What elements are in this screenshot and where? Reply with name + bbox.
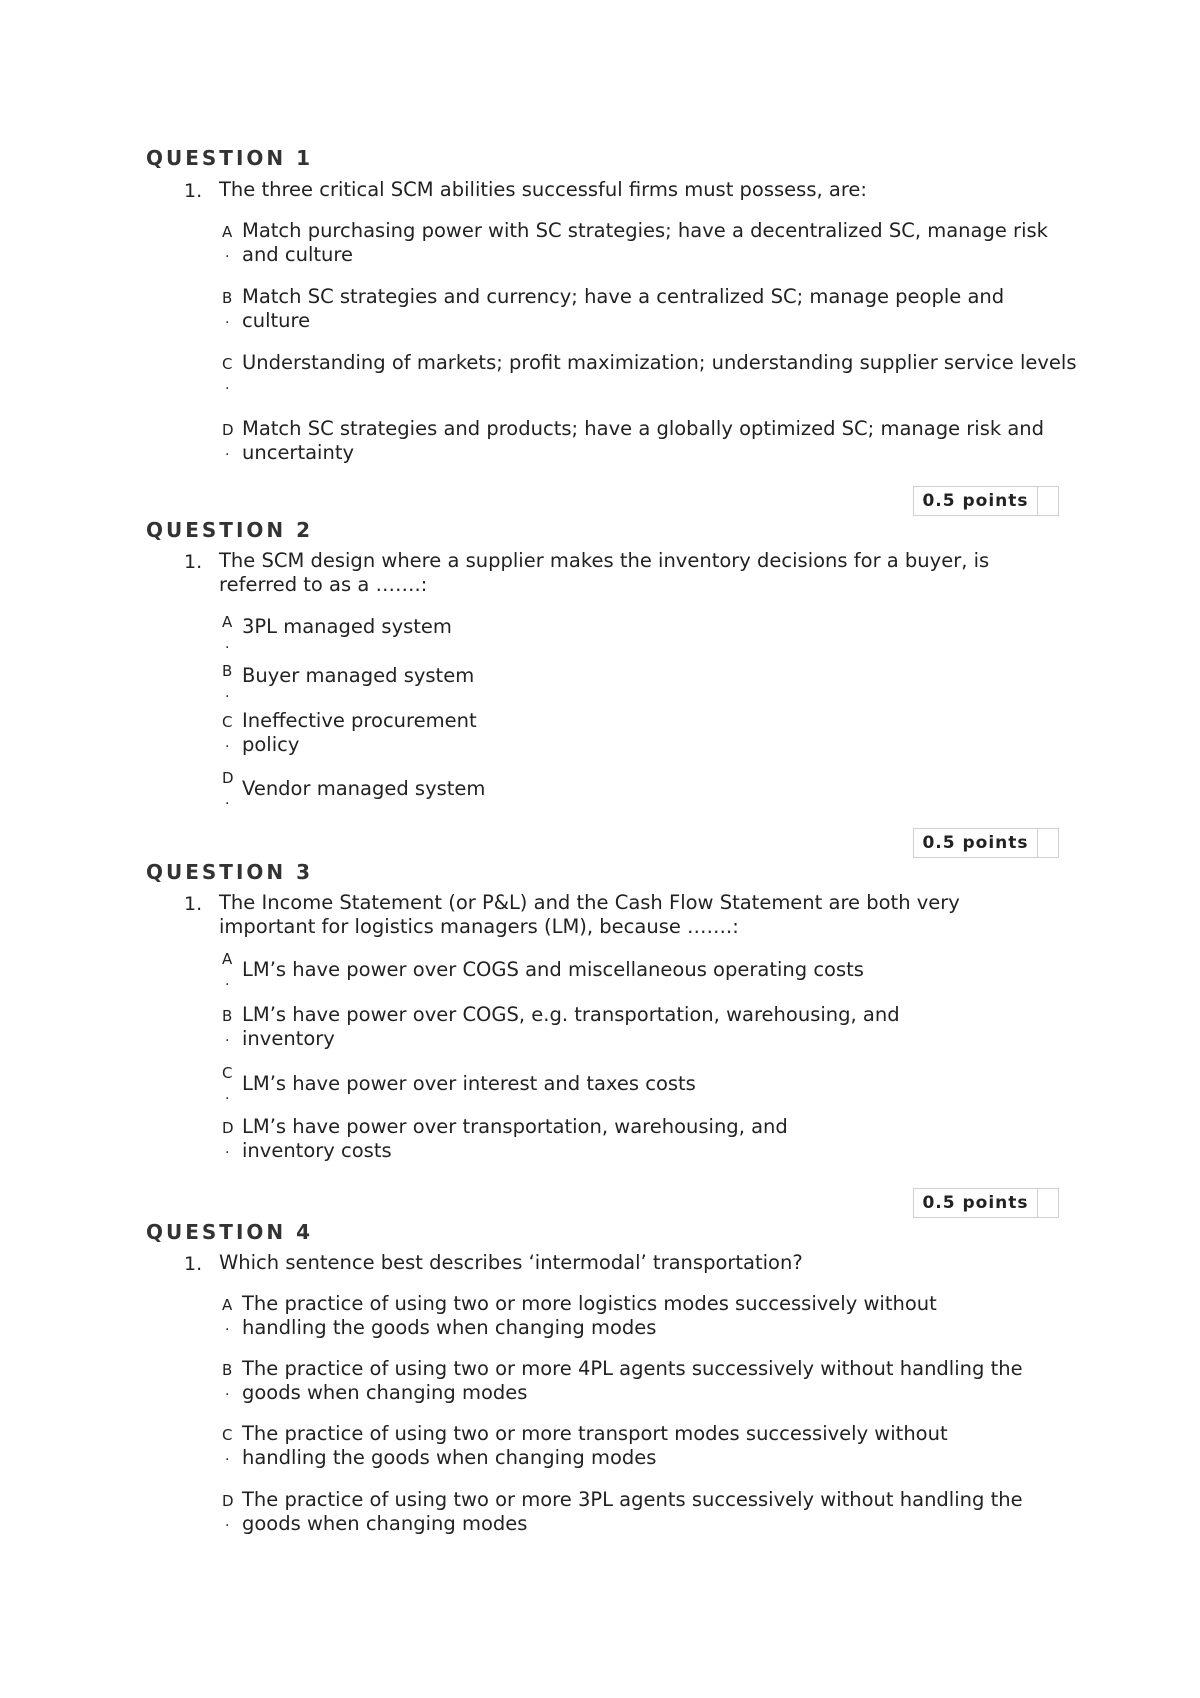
option-dot: . xyxy=(225,1514,230,1530)
points-box xyxy=(913,828,1059,858)
question-number: 1. xyxy=(184,1253,203,1275)
option-text: The practice of using two or more logistics modes successively without handling the goods when changing modes xyxy=(242,1292,937,1339)
question-title: QUESTION 3 xyxy=(146,860,314,884)
option-letter: B xyxy=(222,662,233,680)
points-score-cell xyxy=(1040,832,1058,854)
question-title: QUESTION 2 xyxy=(146,518,314,542)
option-dot: . xyxy=(225,245,230,261)
option-dot: . xyxy=(225,1087,230,1103)
option-text: Vendor managed system xyxy=(242,777,486,800)
option-letter: A xyxy=(222,1296,233,1314)
option-letter: A xyxy=(222,613,233,631)
points-box xyxy=(913,1188,1059,1218)
question-number: 1. xyxy=(184,180,203,202)
option-text: Ineffective procurement policy xyxy=(242,709,477,756)
points-label: 0.5 points xyxy=(914,1189,1038,1217)
points-label: 0.5 points xyxy=(914,487,1038,515)
option-letter: A xyxy=(222,950,233,968)
option-letter: C xyxy=(222,713,233,731)
option-letter: C xyxy=(222,355,233,373)
option-text: LM’s have power over transportation, warehousing, and inventory costs xyxy=(242,1115,788,1162)
option-dot: . xyxy=(225,443,230,459)
option-letter: A xyxy=(222,223,233,241)
option-letter: B xyxy=(222,289,233,307)
option-text: Buyer managed system xyxy=(242,664,475,687)
question-text: The SCM design where a supplier makes the inventory decisions for a buyer, is referred to as a …….: xyxy=(219,549,990,596)
option-dot: . xyxy=(225,636,230,652)
option-letter: C xyxy=(222,1426,233,1444)
points-score-cell xyxy=(1040,1192,1058,1214)
question-number: 1. xyxy=(184,551,203,573)
option-text: Match SC strategies and products; have a globally optimized SC; manage risk and uncertainty xyxy=(242,417,1045,464)
option-dot: . xyxy=(225,311,230,327)
question-title: QUESTION 1 xyxy=(146,146,314,170)
option-text: 3PL managed system xyxy=(242,615,452,638)
option-letter: D xyxy=(222,1119,234,1137)
points-score-cell xyxy=(1040,490,1058,512)
option-letter: C xyxy=(222,1064,233,1082)
option-dot: . xyxy=(225,973,230,989)
option-dot: . xyxy=(225,1448,230,1464)
option-text: LM’s have power over interest and taxes costs xyxy=(242,1072,696,1095)
option-dot: . xyxy=(225,1383,230,1399)
question-text: The Income Statement (or P&L) and the Cash Flow Statement are both very important for logistics managers (LM), because …….: xyxy=(219,891,960,938)
option-dot: . xyxy=(225,1141,230,1157)
option-text: The practice of using two or more transport modes successively without handling the goods when changing modes xyxy=(242,1422,948,1469)
option-text: LM’s have power over COGS and miscellaneous operating costs xyxy=(242,958,864,981)
option-text: The practice of using two or more 4PL agents successively without handling the goods when changing modes xyxy=(242,1357,1023,1404)
points-label: 0.5 points xyxy=(914,829,1038,857)
option-letter: B xyxy=(222,1361,233,1379)
question-text: The three critical SCM abilities successful firms must possess, are: xyxy=(219,178,868,201)
option-dot: . xyxy=(225,792,230,808)
option-letter: D xyxy=(222,1492,234,1510)
question-number: 1. xyxy=(184,893,203,915)
option-letter: D xyxy=(222,421,234,439)
option-letter: B xyxy=(222,1007,233,1025)
option-dot: . xyxy=(225,735,230,751)
points-box xyxy=(913,486,1059,516)
option-dot: . xyxy=(225,1318,230,1334)
option-text: Match SC strategies and currency; have a centralized SC; manage people and culture xyxy=(242,285,1005,332)
option-text: Understanding of markets; profit maximization; understanding supplier service levels xyxy=(242,351,1077,374)
option-dot: . xyxy=(225,1029,230,1045)
option-text: LM’s have power over COGS, e.g. transportation, warehousing, and inventory xyxy=(242,1003,900,1050)
option-letter: D xyxy=(222,769,234,787)
option-dot: . xyxy=(225,377,230,393)
question-text: Which sentence best describes ‘intermodal’ transportation? xyxy=(219,1251,803,1274)
option-dot: . xyxy=(225,685,230,701)
question-title: QUESTION 4 xyxy=(146,1220,314,1244)
option-text: The practice of using two or more 3PL agents successively without handling the goods when changing modes xyxy=(242,1488,1023,1535)
option-text: Match purchasing power with SC strategies; have a decentralized SC, manage risk and culture xyxy=(242,219,1048,266)
